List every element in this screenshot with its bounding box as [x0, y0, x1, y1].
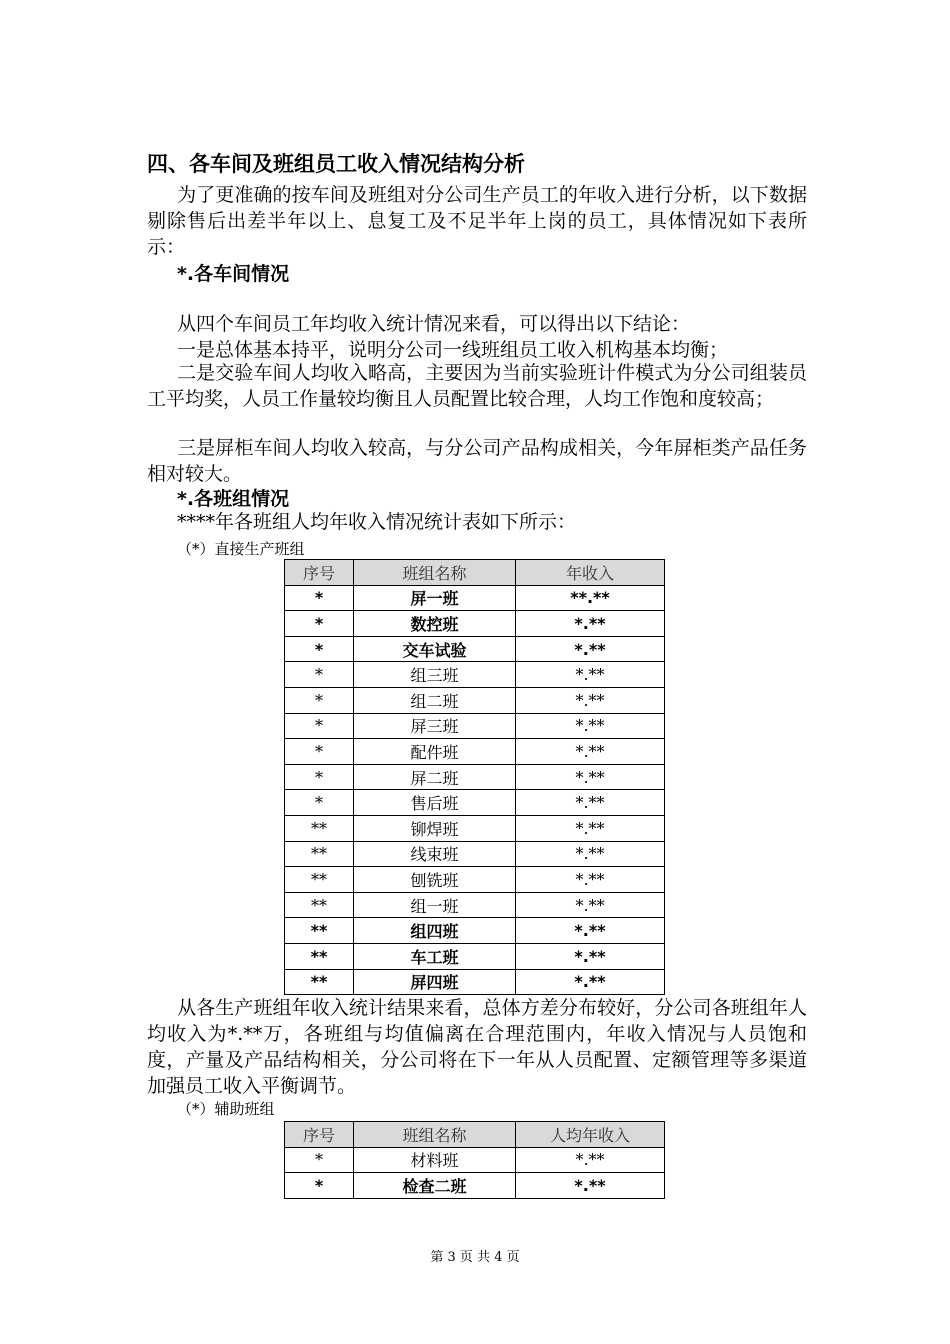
row-name-cell: 屏二班: [354, 764, 516, 790]
table-intro-text: ****年各班组人均年收入情况统计表如下所示：: [177, 511, 577, 533]
table-row: [285, 1173, 665, 1199]
row-income-cell: *.**: [516, 611, 665, 637]
header-income: 人均年收入: [516, 1122, 665, 1148]
row-no-cell: *: [285, 1147, 354, 1173]
row-name-cell: 数控班: [354, 611, 516, 637]
row-no-cell: **: [285, 815, 354, 841]
table-row: [285, 636, 665, 662]
table-row: [285, 739, 665, 765]
table-row: [285, 611, 665, 637]
table-row: [285, 918, 665, 944]
point-3: [147, 435, 807, 487]
table-row: [285, 662, 665, 688]
row-income-cell: *.**: [516, 918, 665, 944]
row-income-cell: *.**: [516, 943, 665, 969]
row-income-cell: *.**: [516, 969, 665, 995]
analysis-paragraph: [147, 995, 807, 1099]
row-income-cell: *.**: [516, 662, 665, 688]
row-name-cell: 组四班: [354, 918, 516, 944]
row-income-cell: *.**: [516, 841, 665, 867]
table-header-row: [285, 560, 665, 586]
table-intro: [147, 509, 807, 535]
table-row: [285, 943, 665, 969]
row-no-cell: *: [285, 790, 354, 816]
row-income-cell: *.**: [516, 713, 665, 739]
row-income-cell: *.**: [516, 867, 665, 893]
table-row: [285, 841, 665, 867]
row-name-cell: 材料班: [354, 1147, 516, 1173]
row-no-cell: *: [285, 636, 354, 662]
table-header-row: [285, 1122, 665, 1148]
table-row: [285, 713, 665, 739]
row-income-cell: **.**: [516, 585, 665, 611]
row-income-cell: *.**: [516, 764, 665, 790]
table-row: [285, 867, 665, 893]
conclusion-intro-text: 从四个车间员工年均收入统计情况来看，可以得出以下结论：: [177, 313, 691, 335]
row-name-cell: 屏四班: [354, 969, 516, 995]
row-no-cell: *: [285, 713, 354, 739]
row-no-cell: *: [285, 687, 354, 713]
row-name-cell: 屏一班: [354, 585, 516, 611]
row-no-cell: *: [285, 585, 354, 611]
point-1-text: 一是总体基本持平，说明分公司一线班组员工收入机构基本均衡；: [177, 339, 729, 361]
row-income-cell: *.**: [516, 892, 665, 918]
point-3-text: 三是屏柜车间人均收入较高，与分公司产品构成相关，今年屏柜类产品任务相对较大。: [147, 437, 807, 485]
section1-title: *.各车间情况: [177, 263, 290, 285]
table1-caption: （*）直接生产班组: [177, 540, 305, 558]
table-row: [285, 764, 665, 790]
row-no-cell: **: [285, 892, 354, 918]
section-heading: 四、各车间及班组员工收入情况结构分析: [147, 152, 525, 176]
table-row: [285, 585, 665, 611]
table-row: [285, 815, 665, 841]
intro-text: 为了更准确的按车间及班组对分公司生产员工的年收入进行分析，以下数据剔除售后出差半年以上、息复工及不足半年上岗的员工，具体情况如下表所示：: [147, 184, 807, 258]
row-no-cell: **: [285, 867, 354, 893]
table2-caption: （*）辅助班组: [177, 1100, 275, 1118]
row-no-cell: *: [285, 611, 354, 637]
row-name-cell: 组二班: [354, 687, 516, 713]
row-name-cell: 线束班: [354, 841, 516, 867]
row-income-cell: *.**: [516, 790, 665, 816]
analysis-text: 从各生产班组年收入统计结果来看，总体方差分布较好，分公司各班组年人均收入为*.**万，各班组与均值偏离在合理范围内，年收入情况与人员饱和度，产量及产品结构相关，分公司将在下一年从人员配置、定额管理等多渠道加强员工收入平衡调节。: [147, 997, 807, 1097]
conclusion-intro: [147, 311, 807, 337]
direct-production-table: [284, 559, 665, 995]
header-name: 班组名称: [354, 560, 516, 586]
header-no: 序号: [285, 1122, 354, 1148]
row-name-cell: 屏三班: [354, 713, 516, 739]
row-name-cell: 配件班: [354, 739, 516, 765]
auxiliary-table: [284, 1121, 665, 1199]
header-income: 年收入: [516, 560, 665, 586]
row-no-cell: **: [285, 943, 354, 969]
section2-title: *.各班组情况: [177, 488, 290, 510]
row-name-cell: 交车试验: [354, 636, 516, 662]
table-row: [285, 1147, 665, 1173]
row-income-cell: *.**: [516, 1147, 665, 1173]
table-row: [285, 790, 665, 816]
row-income-cell: *.**: [516, 739, 665, 765]
row-name-cell: 铆焊班: [354, 815, 516, 841]
row-no-cell: **: [285, 841, 354, 867]
row-no-cell: *: [285, 764, 354, 790]
row-no-cell: *: [285, 1173, 354, 1199]
table-row: [285, 687, 665, 713]
row-no-cell: *: [285, 662, 354, 688]
row-name-cell: 组一班: [354, 892, 516, 918]
point-2-text: 二是交验车间人均收入略高，主要因为当前实验班计件模式为分公司组装员工平均奖，人员工作量较均衡且人员配置比较合理，人均工作饱和度较高；: [147, 362, 807, 410]
row-name-cell: 组三班: [354, 662, 516, 688]
page-footer: 第 3 页 共 4 页: [430, 1250, 520, 1265]
row-no-cell: *: [285, 739, 354, 765]
table-row: [285, 969, 665, 995]
row-income-cell: *.**: [516, 1173, 665, 1199]
table-row: [285, 892, 665, 918]
row-name-cell: 售后班: [354, 790, 516, 816]
row-income-cell: *.**: [516, 636, 665, 662]
row-income-cell: *.**: [516, 687, 665, 713]
header-no: 序号: [285, 560, 354, 586]
intro-paragraph: [147, 182, 807, 260]
row-no-cell: **: [285, 969, 354, 995]
row-no-cell: **: [285, 918, 354, 944]
row-name-cell: 车工班: [354, 943, 516, 969]
row-income-cell: *.**: [516, 815, 665, 841]
header-name: 班组名称: [354, 1122, 516, 1148]
row-name-cell: 检查二班: [354, 1173, 516, 1199]
point-2: [147, 360, 807, 412]
row-name-cell: 刨铣班: [354, 867, 516, 893]
